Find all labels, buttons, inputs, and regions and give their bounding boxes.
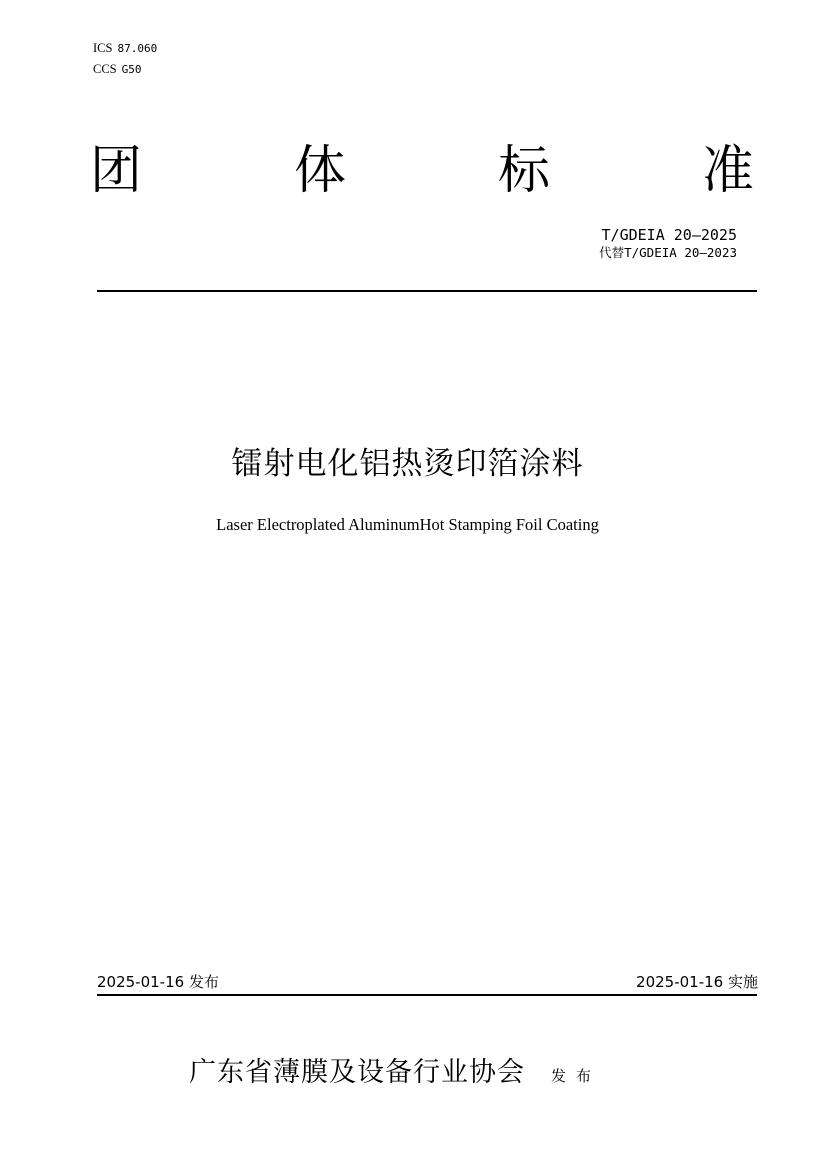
publisher bbox=[189, 1053, 601, 1093]
standard-number: T/GDEIA 20—2025 bbox=[601, 226, 737, 244]
ics-label: ICS bbox=[93, 41, 113, 55]
publish-date bbox=[97, 971, 219, 993]
title-char-2: 体 bbox=[293, 141, 346, 201]
title-char-4: 准 bbox=[701, 141, 754, 201]
ccs-label: CCS bbox=[93, 62, 117, 76]
ics-code bbox=[93, 41, 157, 56]
header-divider bbox=[97, 290, 757, 292]
ics-value: 87.060 bbox=[117, 42, 158, 55]
title-char-3: 标 bbox=[497, 141, 550, 201]
standard-type-title bbox=[90, 138, 754, 204]
document-title-en: Laser Electroplated AluminumHot Stamping Foil Coating bbox=[216, 515, 599, 534]
publish-date-text: 2025-01-16 发布 bbox=[97, 973, 219, 991]
publisher-suffix: 发布 bbox=[551, 1067, 602, 1085]
publisher-org: 广东省薄膜及设备行业协会 bbox=[189, 1057, 525, 1088]
ccs-value: G50 bbox=[121, 63, 142, 76]
implement-date bbox=[636, 971, 758, 993]
title-char-1: 团 bbox=[90, 141, 143, 201]
document-title-cn: 镭射电化铝热烫印箔涂料 bbox=[231, 446, 584, 482]
replaces-standard: 代替T/GDEIA 20—2023 bbox=[599, 245, 737, 260]
ccs-code bbox=[93, 62, 142, 77]
footer-divider bbox=[97, 994, 757, 996]
implement-date-text: 2025-01-16 实施 bbox=[636, 973, 758, 991]
